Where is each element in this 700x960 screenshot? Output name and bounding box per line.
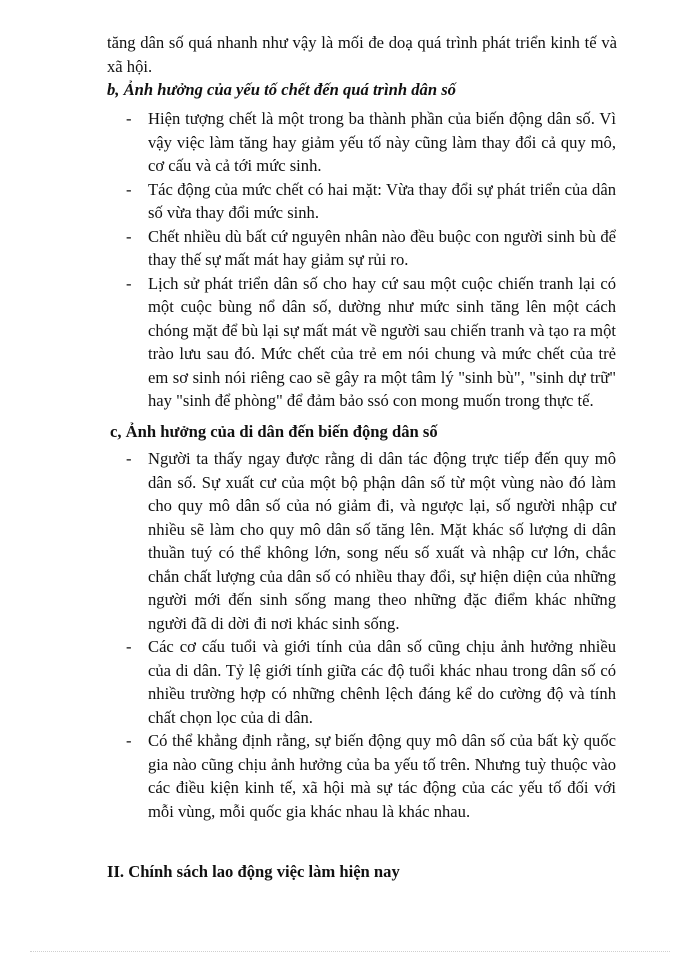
list-item: - Người ta thấy ngay được rằng di dân tác động trực tiếp đến quy mô dân số. Sự xuất cư của một bộ phận dân số từ một vùng nào đó làm cho quy mô dân số của nó giảm đi, và ngược lại, số người nhập cư nhiều sẽ làm cho quy mô dân số tăng lên. Mặt khác số lượng di dân thuần tuý có thể không lớn, song nếu số xuất và nhập cư lớn, chắc chắn chất lượng của dân số có nhiều thay đổi, sự hiện diện của những người mới đến sinh sống mang theo những đặc điểm khác những người đã di dời đi nơi khác sinh sống. xyxy=(126,447,616,635)
section-c-list xyxy=(126,447,616,823)
section-ii-heading: II. Chính sách lao động việc làm hiện nay xyxy=(107,862,400,881)
section-c-heading: c, Ảnh hưởng của di dân đến biến động dân số xyxy=(110,422,438,441)
page-footer-divider xyxy=(30,951,670,952)
list-item: - Các cơ cấu tuổi và giới tính của dân số cũng chịu ảnh hưởng nhiều của di dân. Tỷ lệ giới tính giữa các độ tuổi khác nhau trong dân số có nhiều trường hợp có những chênh lệch đáng kể do cường độ và tính chất chọn lọc của di dân. xyxy=(126,635,616,729)
list-item: - Tác động của mức chết có hai mặt: Vừa thay đổi sự phát triển của dân số vừa thay đổi mức sinh. xyxy=(126,178,616,225)
list-item: - Có thể khẳng định rằng, sự biến động quy mô dân số của bất kỳ quốc gia nào cũng chịu ảnh hưởng của ba yếu tố trên. Nhưng tuỳ thuộc vào các điều kiện kinh tế, xã hội mà sự tác động của các yếu tố đối với mỗi vùng, mỗi quốc gia khác nhau là khác nhau. xyxy=(126,729,616,823)
section-b-list xyxy=(126,107,616,413)
list-item: - Hiện tượng chết là một trong ba thành phần của biến động dân số. Vì vậy việc làm tăng hay giảm yếu tố này cũng làm thay đổi cả quy mô, cơ cấu và cả tới mức sinh. xyxy=(126,107,616,178)
section-b-heading: b, Ảnh hưởng của yếu tố chết đến quá trình dân số xyxy=(107,80,456,99)
list-item: - Chết nhiều dù bất cứ nguyên nhân nào đều buộc con người sinh bù để thay thế sự mất mát hay giảm sự rủi ro. xyxy=(126,225,616,272)
intro-paragraph: tăng dân số quá nhanh như vậy là mối đe doạ quá trình phát triển kinh tế và xã hội. xyxy=(107,33,617,76)
list-item: - Lịch sử phát triển dân số cho hay cứ sau một cuộc chiến tranh lại có một cuộc bùng nổ dân số, dường như mức sinh tăng lên một cách chóng mặt để bù lại sự mất mát về người sau chiến tranh và tạo ra một trào lưu sau đó. Mức chết của trẻ em nói chung và mức chết của trẻ em sơ sinh nói riêng cao sẽ gây ra một tâm lý "sinh bù", "sinh dự trữ" hay "sinh để phòng" để đảm bảo ssó con mong muốn trong thực tế. xyxy=(126,272,616,413)
